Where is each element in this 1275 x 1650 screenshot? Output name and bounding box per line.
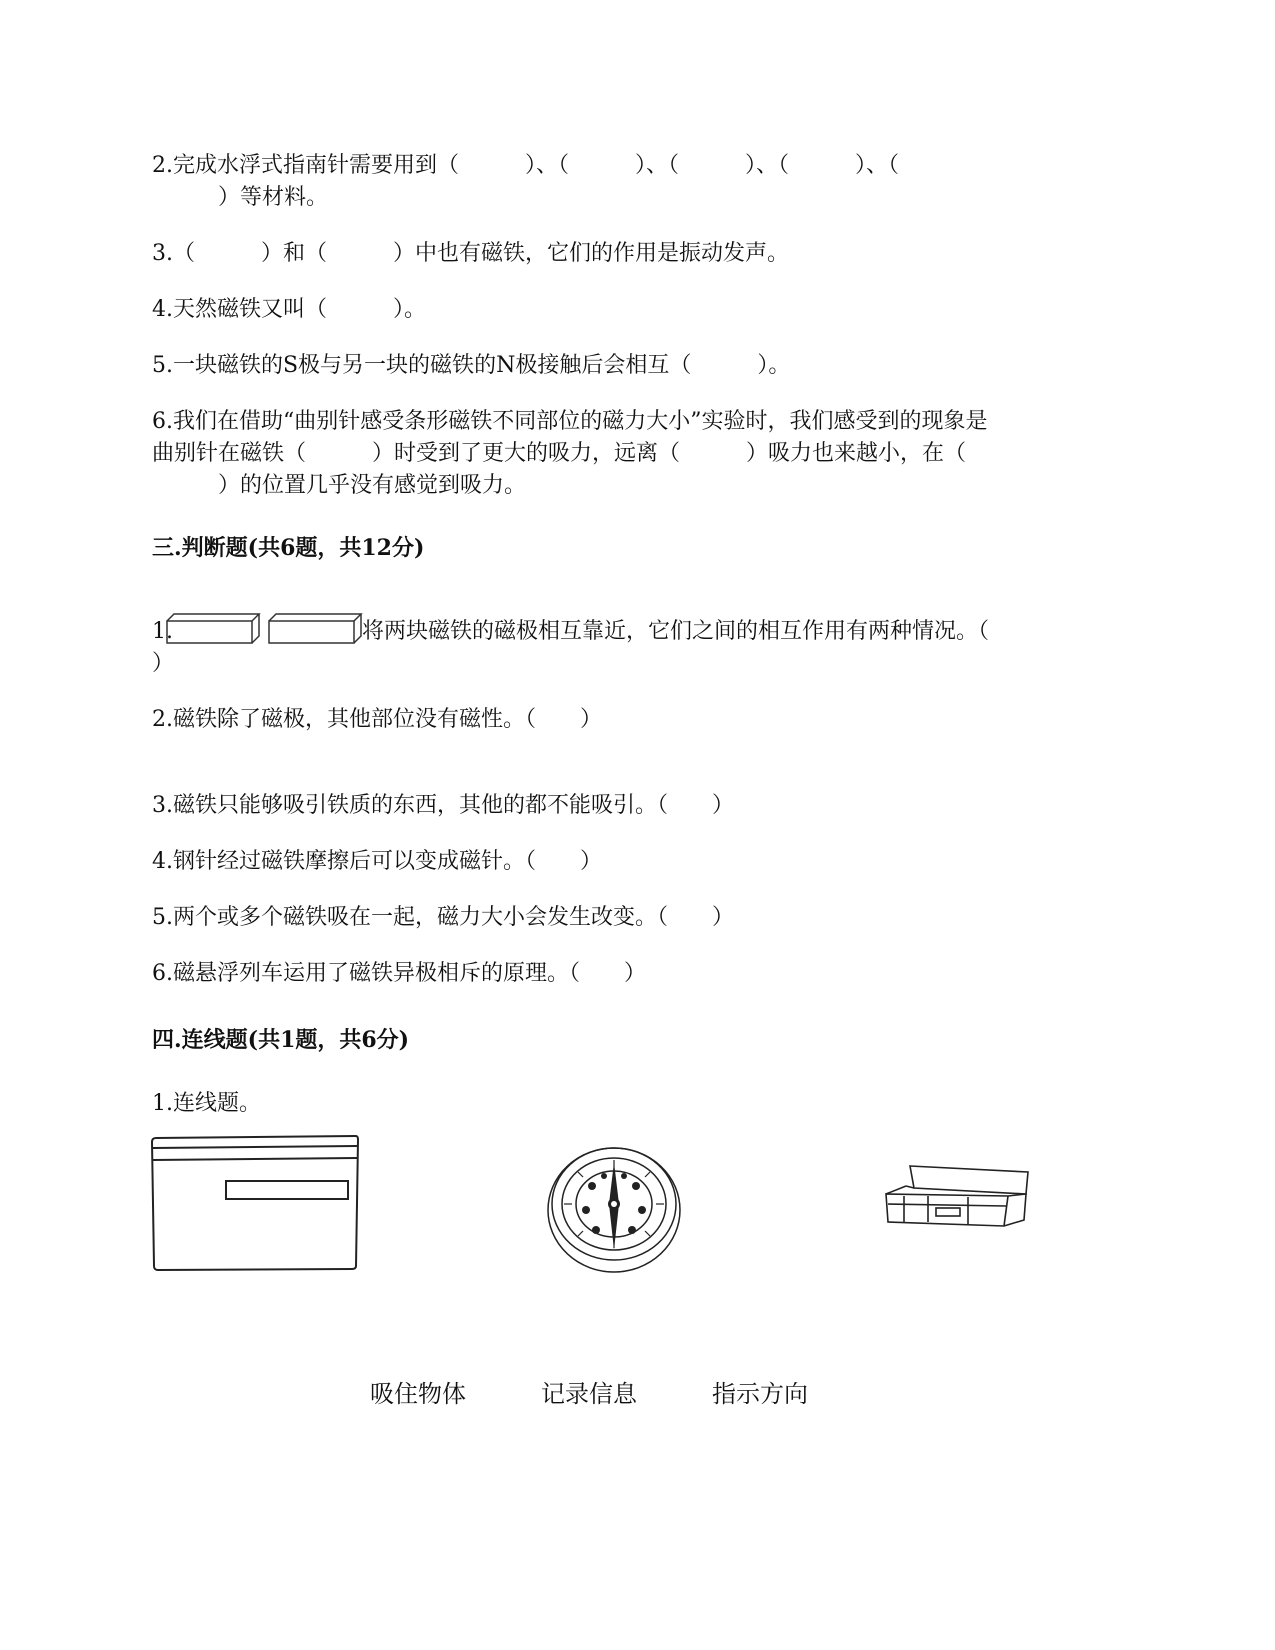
option-indicate-direction: 指示方向 xyxy=(712,1380,808,1408)
fill-question-4: 4.天然磁铁又叫（ ）。 xyxy=(152,297,426,322)
fill-question-2-line-1: 2.完成水浮式指南针需要用到（ ）、（ ）、（ ）、（ ）、（ xyxy=(152,153,899,178)
fill-question-5: 5.一块磁铁的S极与另一块的磁铁的N极接触后会相互（ ）。 xyxy=(152,353,791,378)
option-attract-objects: 吸住物体 xyxy=(370,1380,466,1408)
section-heading-matching: 四.连线题(共1题，共6分) xyxy=(152,1027,410,1053)
judge-question-4: 4.钢针经过磁铁摩擦后可以变成磁针。（ ） xyxy=(152,849,602,874)
card-illustration-icon xyxy=(150,1134,362,1272)
judge-question-1-text: 将两块磁铁的磁极相互靠近，它们之间的相互作用有两种情况。（ xyxy=(362,619,990,644)
fill-question-6-line-2: 曲别针在磁铁（ ）时受到了更大的吸力，远离（ ）吸力也来越小，在（ xyxy=(152,441,967,466)
judge-question-3: 3.磁铁只能够吸引铁质的东西，其他的都不能吸引。（ ） xyxy=(152,793,734,818)
fill-question-3: 3.（ ）和（ ）中也有磁铁，它们的作用是振动发声。 xyxy=(152,241,789,266)
matching-question-1: 1.连线题。 xyxy=(152,1091,261,1116)
compass-illustration-icon xyxy=(544,1140,684,1274)
judge-question-5: 5.两个或多个磁铁吸在一起，磁力大小会发生改变。（ ） xyxy=(152,905,734,930)
judge-question-1-line-2: ） xyxy=(152,651,175,676)
bar-magnets-icon xyxy=(166,612,366,646)
fill-question-6-line-3: ）的位置几乎没有感觉到吸力。 xyxy=(152,473,527,498)
judge-question-1-prefix: 1. xyxy=(152,619,173,644)
judge-question-2: 2.磁铁除了磁极，其他部位没有磁性。（ ） xyxy=(152,707,602,732)
option-record-information: 记录信息 xyxy=(541,1380,637,1408)
pencil-box-illustration-icon xyxy=(884,1164,1032,1232)
section-heading-judgement: 三.判断题(共6题，共12分) xyxy=(152,535,425,561)
fill-question-2-line-2: ）等材料。 xyxy=(152,185,329,210)
judge-question-6: 6.磁悬浮列车运用了磁铁异极相斥的原理。（ ） xyxy=(152,961,646,986)
fill-question-6-line-1: 6.我们在借助“曲别针感受条形磁铁不同部位的磁力大小”实验时，我们感受到的现象是 xyxy=(152,409,988,434)
